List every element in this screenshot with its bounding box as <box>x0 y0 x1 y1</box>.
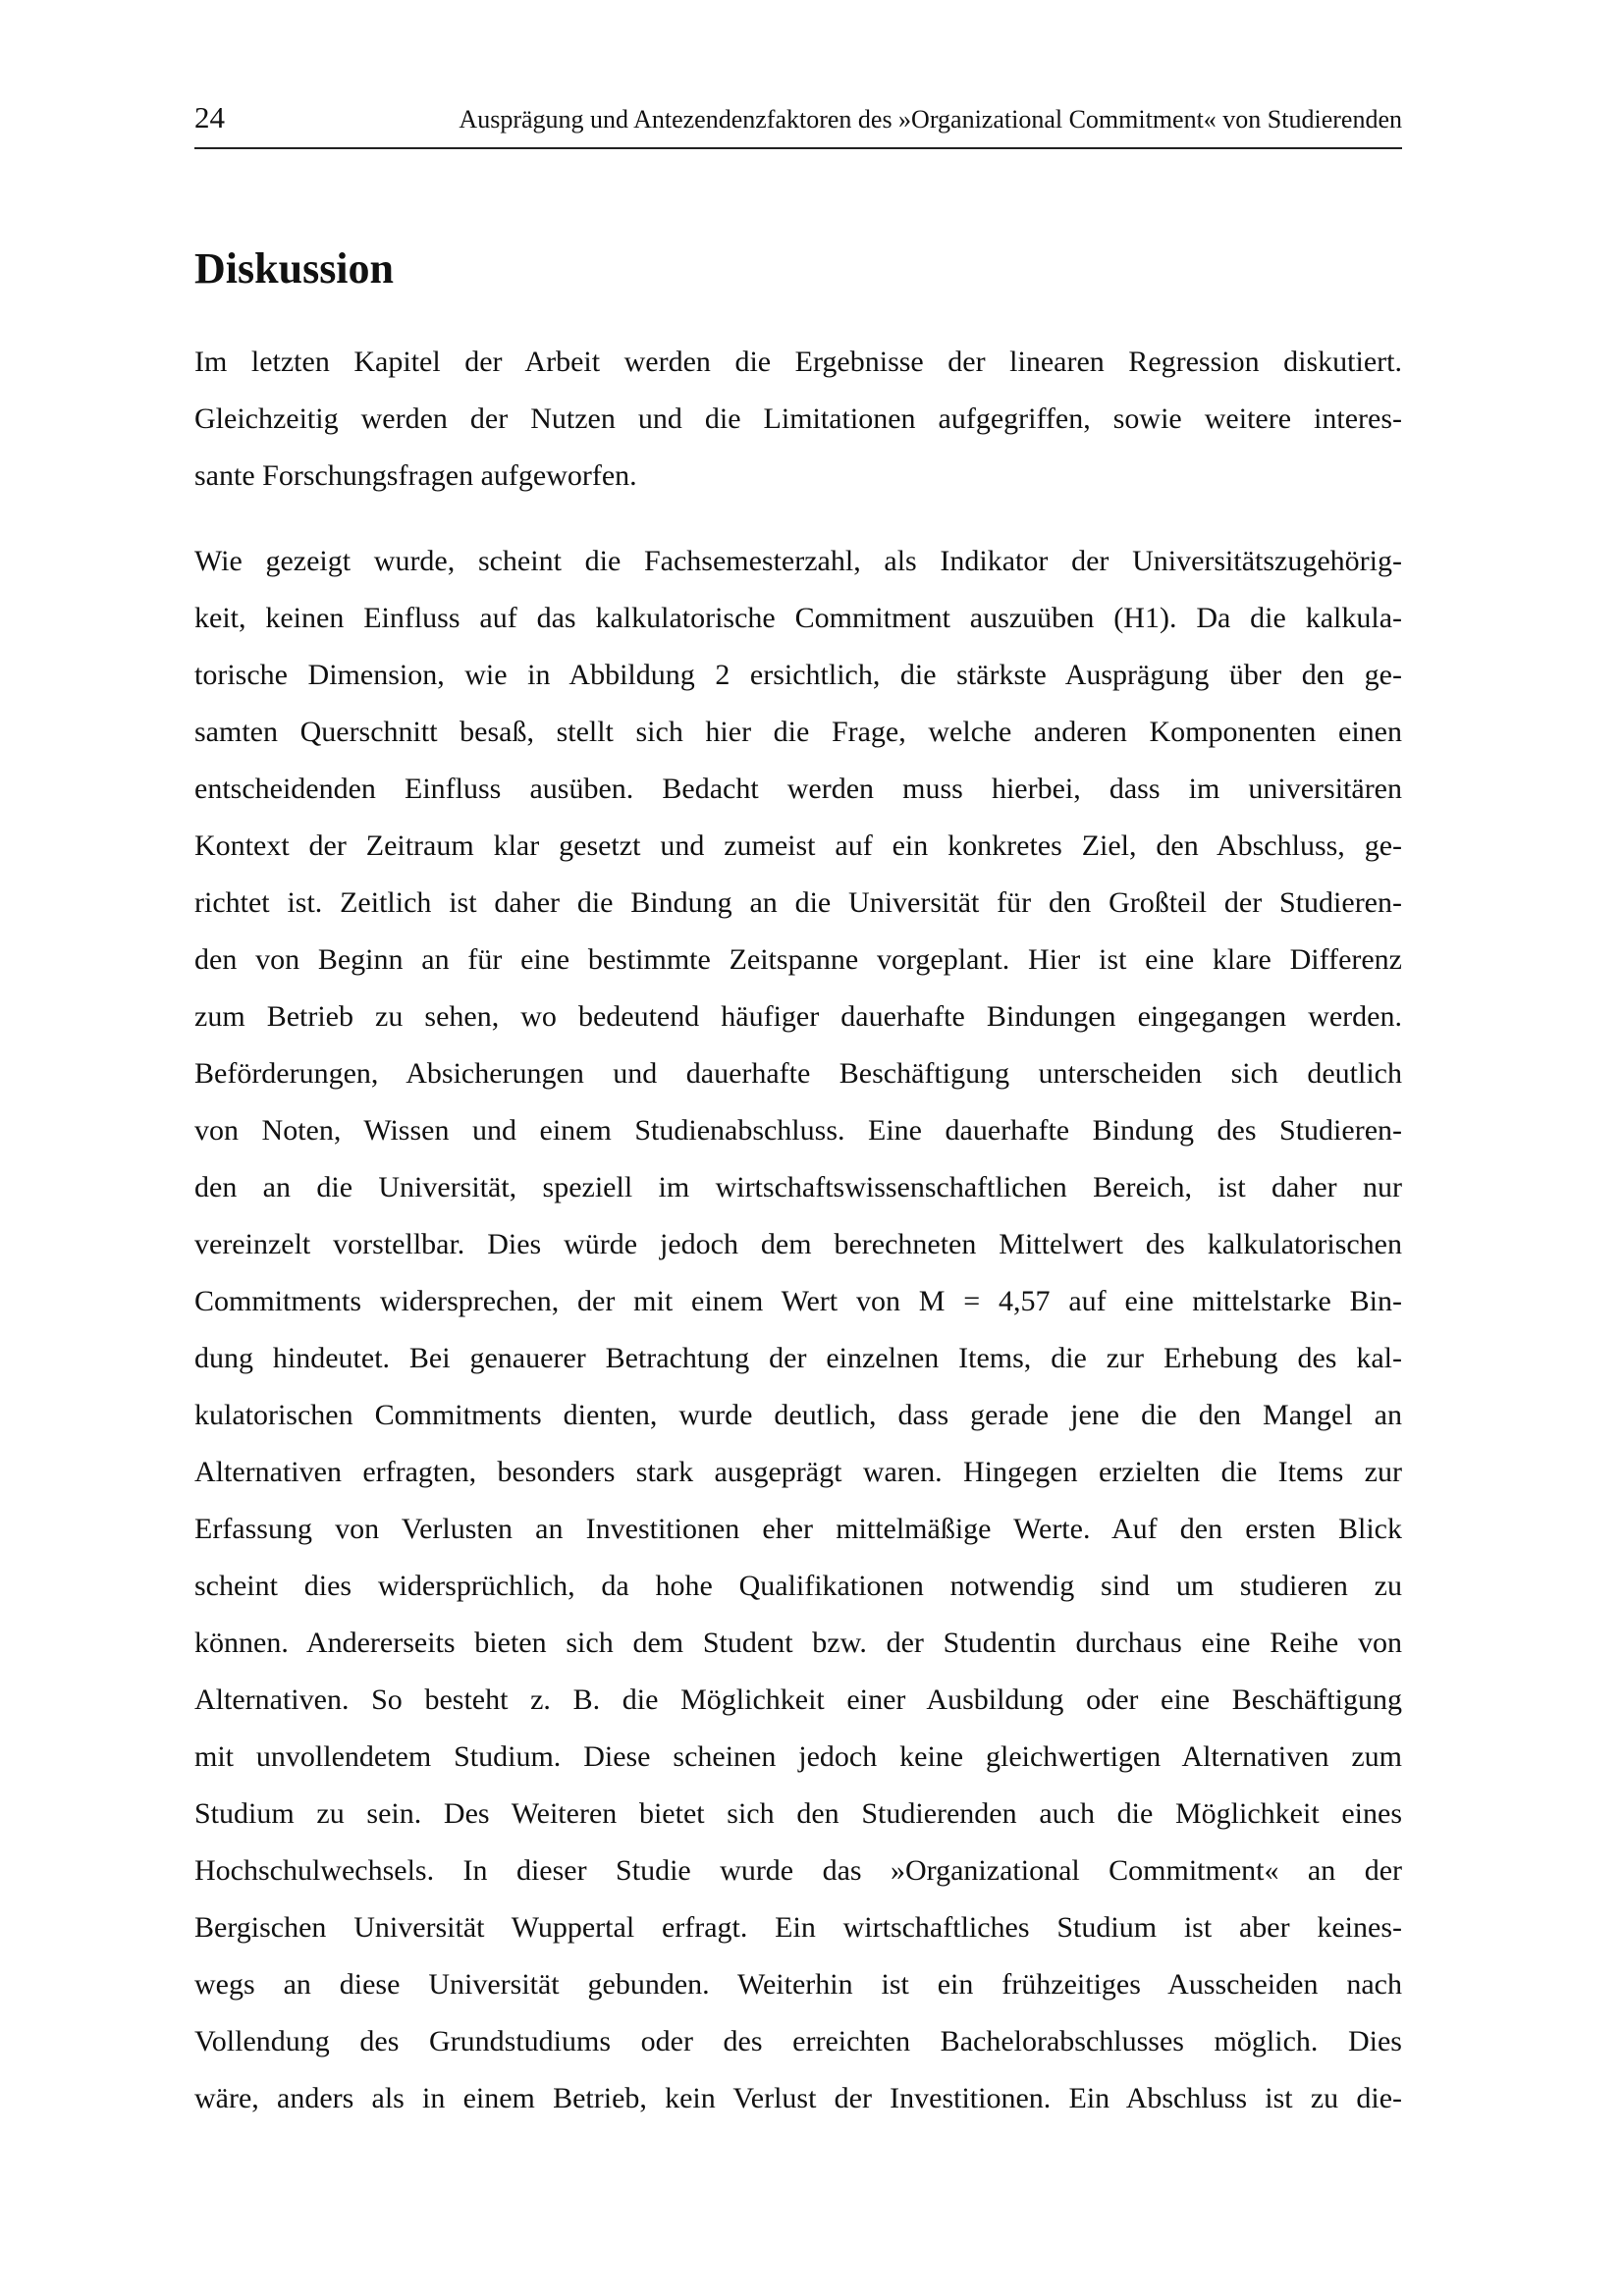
text-line: richtet ist. Zeitlich ist daher die Bindung an die Universität für den Großteil der Studieren- <box>194 886 1402 919</box>
text-line: scheint dies widersprüchlich, da hohe Qualifikationen notwendig sind um studieren zu <box>194 1570 1402 1602</box>
section-title: Diskussion <box>194 244 395 293</box>
text-line: torische Dimension, wie in Abbildung 2 ersichtlich, die stärkste Ausprägung über den ge- <box>194 659 1402 691</box>
text-line: Studium zu sein. Des Weiteren bietet sich den Studierenden auch die Möglichkeit eines <box>194 1797 1402 1830</box>
text-line: Alternativen. So besteht z. B. die Möglichkeit einer Ausbildung oder eine Beschäftigung <box>194 1683 1402 1716</box>
text-line: wäre, anders als in einem Betrieb, kein Verlust der Investitionen. Ein Abschluss ist zu die- <box>194 2082 1402 2114</box>
text-line: zum Betrieb zu sehen, wo bedeutend häufiger dauerhafte Bindungen eingegangen werden. <box>194 1000 1402 1033</box>
text-line: sante Forschungsfragen aufgeworfen. <box>194 459 637 492</box>
text-line: den von Beginn an für eine bestimmte Zeitspanne vorgeplant. Hier ist eine klare Differenz <box>194 943 1402 976</box>
text-line: Im letzten Kapitel der Arbeit werden die Ergebnisse der linearen Regression diskutiert. <box>194 346 1402 378</box>
text-line: Beförderungen, Absicherungen und dauerhafte Beschäftigung unterscheiden sich deutlich <box>194 1057 1402 1090</box>
page-number: 24 <box>194 100 225 134</box>
paragraph-discussion <box>194 533 1402 2127</box>
text-line: dung hindeutet. Bei genauerer Betrachtung der einzelnen Items, die zur Erhebung des kal- <box>194 1342 1402 1374</box>
text-line: Vollendung des Grundstudiums oder des erreichten Bachelorabschlusses möglich. Dies <box>194 2025 1402 2057</box>
text-line: vereinzelt vorstellbar. Dies würde jedoch dem berechneten Mittelwert des kalkulatorischen <box>194 1228 1402 1260</box>
text-line: Hochschulwechsels. In dieser Studie wurde das »Organizational Commitment« an der <box>194 1854 1402 1887</box>
text-line: Commitments widersprechen, der mit einem Wert von M = 4,57 auf eine mittelstarke Bin- <box>194 1285 1402 1317</box>
text-line: Alternativen erfragten, besonders stark ausgeprägt waren. Hingegen erzielten die Items zur <box>194 1456 1402 1488</box>
text-line: Bergischen Universität Wuppertal erfragt. Ein wirtschaftliches Studium ist aber keines- <box>194 1911 1402 1944</box>
text-line: Gleichzeitig werden der Nutzen und die Limitationen aufgegriffen, sowie weitere interes- <box>194 402 1402 435</box>
text-line: den an die Universität, speziell im wirtschaftswissenschaftlichen Bereich, ist daher nur <box>194 1171 1402 1203</box>
text-line: samten Querschnitt besaß, stellt sich hier die Frage, welche anderen Komponenten einen <box>194 716 1402 748</box>
text-line: können. Andererseits bieten sich dem Student bzw. der Studentin durchaus eine Reihe von <box>194 1627 1402 1659</box>
text-line: von Noten, Wissen und einem Studienabschluss. Eine dauerhafte Bindung des Studieren- <box>194 1114 1402 1147</box>
text-line: kulatorischen Commitments dienten, wurde deutlich, dass gerade jene die den Mangel an <box>194 1399 1402 1431</box>
paragraph-intro <box>194 334 1402 505</box>
text-line: keit, keinen Einfluss auf das kalkulatorische Commitment auszuüben (H1). Da die kalkula- <box>194 602 1402 634</box>
running-title: Ausprägung und Antezendenzfaktoren des »Organizational Commitment« von Studierenden <box>459 105 1402 133</box>
text-line: wegs an diese Universität gebunden. Weiterhin ist ein frühzeitiges Ausscheiden nach <box>194 1968 1402 2001</box>
page-header <box>194 98 1402 149</box>
text-line: Kontext der Zeitraum klar gesetzt und zumeist auf ein konkretes Ziel, den Abschluss, ge- <box>194 829 1402 862</box>
text-line: Wie gezeigt wurde, scheint die Fachsemesterzahl, als Indikator der Universitätszugehörig- <box>194 545 1402 577</box>
text-line: mit unvollendetem Studium. Diese scheinen jedoch keine gleichwertigen Alternativen zum <box>194 1740 1402 1773</box>
text-line: entscheidenden Einfluss ausüben. Bedacht werden muss hierbei, dass im universitären <box>194 773 1402 805</box>
text-line: Erfassung von Verlusten an Investitionen eher mittelmäßige Werte. Auf den ersten Blick <box>194 1513 1402 1545</box>
